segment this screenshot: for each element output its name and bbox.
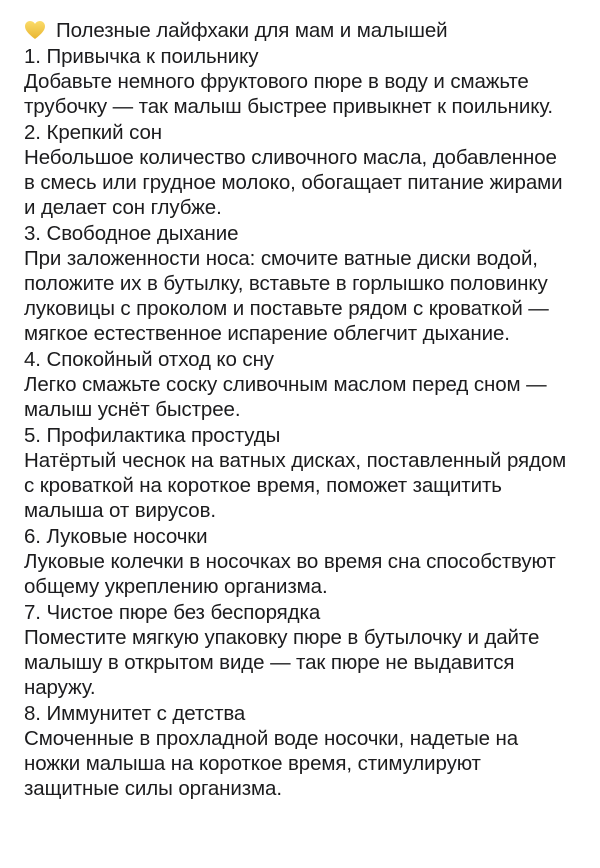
lifehack-body: Поместите мягкую упаковку пюре в бутылочку и дайте малышу в открытом виде — так пюре не выдавится наружу. bbox=[24, 626, 540, 699]
lifehack-body: Смоченные в прохладной воде носочки, надетые на ножки малыша на короткое время, стимулируют защитные силы организма. bbox=[24, 727, 519, 800]
lifehack-body: Легко смажьте соску сливочным маслом перед сном — малыш уснёт быстрее. bbox=[24, 373, 547, 421]
lifehack-body: Добавьте немного фруктового пюре в воду и смажьте трубочку — так малыш быстрее привыкнет к поильнику. bbox=[24, 70, 554, 118]
yellow-heart-icon bbox=[24, 20, 46, 40]
post-title: Полезные лайфхаки для мам и малышей bbox=[56, 18, 448, 42]
lifehack-item bbox=[24, 701, 600, 801]
lifehack-item bbox=[24, 120, 600, 220]
lifehack-heading: 2. Крепкий сон bbox=[24, 121, 163, 144]
lifehack-heading: 4. Спокойный отход ко сну bbox=[24, 348, 274, 371]
lifehack-heading: 3. Свободное дыхание bbox=[24, 222, 239, 245]
lifehack-item bbox=[24, 524, 600, 599]
lifehack-heading: 1. Привычка к поильнику bbox=[24, 45, 259, 68]
lifehack-item bbox=[24, 44, 600, 119]
lifehack-item bbox=[24, 600, 600, 700]
lifehack-heading: 7. Чистое пюре без беспорядка bbox=[24, 601, 321, 624]
lifehack-item bbox=[24, 221, 600, 346]
lifehack-heading: 6. Луковые носочки bbox=[24, 525, 208, 548]
lifehack-body: Небольшое количество сливочного масла, добавленное в смесь или грудное молоко, обогащает питание жирами и делает сон глубже. bbox=[24, 146, 563, 219]
lifehack-heading: 5. Профилактика простуды bbox=[24, 424, 281, 447]
lifehack-body: При заложенности носа: смочите ватные диски водой, положите их в бутылку, вставьте в горлышко половинку луковицы с проколом и поставьте рядом с кроваткой — мягкое естественное испарение облегчит дыхание. bbox=[24, 247, 549, 345]
lifehack-item bbox=[24, 423, 600, 523]
lifehack-heading: 8. Иммунитет с детства bbox=[24, 702, 246, 725]
lifehack-body: Натёртый чеснок на ватных дисках, поставленный рядом с кроваткой на короткое время, поможет защитить малыша от вирусов. bbox=[24, 449, 567, 522]
lifehack-body: Луковые колечки в носочках во время сна способствуют общему укреплению организма. bbox=[24, 550, 556, 598]
post-title-row bbox=[24, 16, 600, 44]
lifehack-item bbox=[24, 347, 600, 422]
